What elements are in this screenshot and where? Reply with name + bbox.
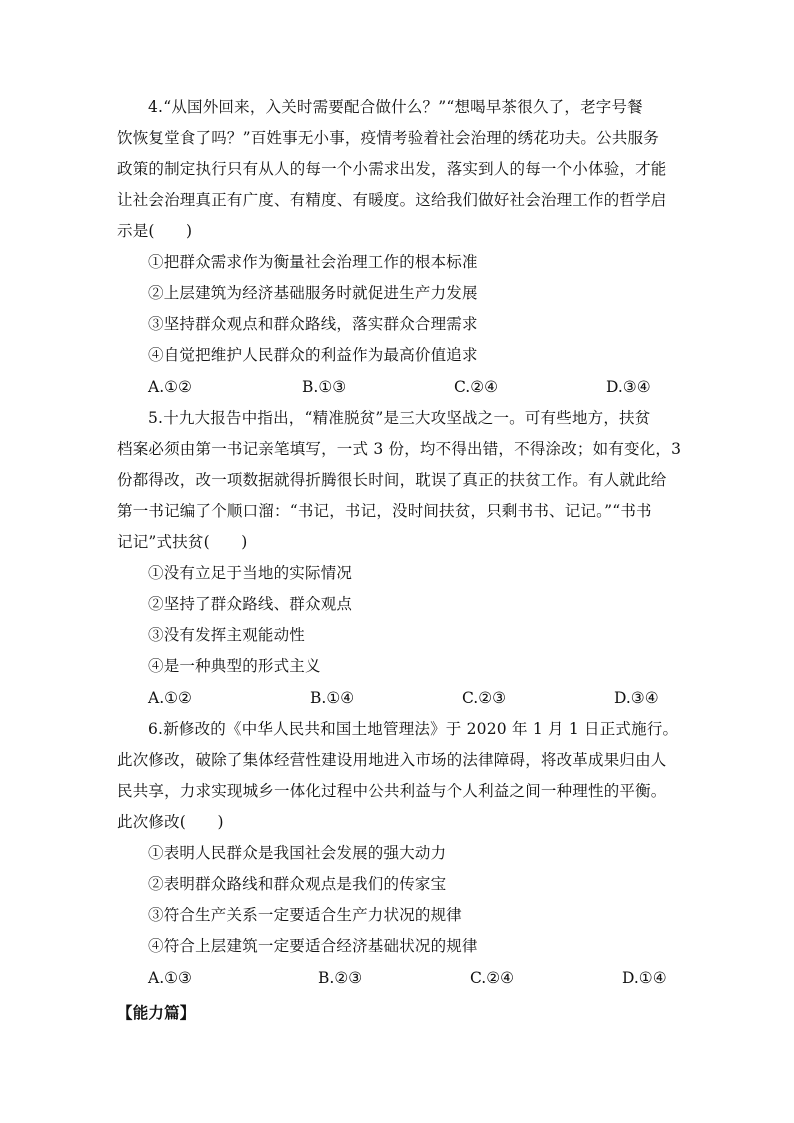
question-6-option-3: ③符合生产关系一定要适合生产力状况的规律 xyxy=(148,906,463,924)
question-6-choice-c: C.②④ xyxy=(470,969,515,987)
question-6-choice-b: B.②③ xyxy=(318,969,363,987)
question-4-option-4: ④自觉把维护人民群众的利益作为最高价值追求 xyxy=(148,346,478,364)
question-4-option-3: ③坚持群众观点和群众路线，落实群众合理需求 xyxy=(148,315,478,333)
question-4-option-1: ①把群众需求作为衡量社会治理工作的根本标准 xyxy=(148,253,478,271)
question-5-choice-a: A.①② xyxy=(148,689,192,707)
question-5-line-2: 档案必须由第一书记亲笔填写，一式 3 份，均不得出错，不得涂改；如有变化，3 xyxy=(117,440,682,458)
question-4-line-5: 示是( ) xyxy=(117,222,193,240)
question-4-line-4: 让社会治理真正有广度、有精度、有暖度。这给我们做好社会治理工作的哲学启 xyxy=(117,191,667,209)
question-4-line-2: 饮恢复堂食了吗？”百姓事无小事，疫情考验着社会治理的绣花功夫。公共服务 xyxy=(117,129,659,147)
question-4-option-2: ②上层建筑为经济基础服务时就促进生产力发展 xyxy=(148,284,478,302)
question-4-choice-a: A.①② xyxy=(148,378,192,396)
question-6-line-1: 6.新修改的《中华人民共和国土地管理法》于 2020 年 1 月 1 日正式施行。 xyxy=(148,720,679,738)
question-6-line-3: 民共享，力求实现城乡一体化过程中公共利益与个人利益之间一种理性的平衡。 xyxy=(117,782,667,800)
question-4-line-1: 4.“从国外回来，入关时需要配合做什么？”“想喝早茶很久了，老字号餐 xyxy=(148,98,643,116)
question-6-line-4: 此次修改( ) xyxy=(117,813,224,831)
question-5-option-2: ②坚持了群众路线、群众观点 xyxy=(148,595,353,613)
question-5-line-4: 第一书记编了个顺口溜：“书记，书记，没时间扶贫，只剩书书、记记。”“书书 xyxy=(117,502,652,520)
question-4-line-3: 政策的制定执行只有从人的每一个小需求出发，落实到人的每一个小体验，才能 xyxy=(117,160,667,178)
question-6-option-2: ②表明群众路线和群众观点是我们的传家宝 xyxy=(148,875,447,893)
question-4-choice-c: C.②④ xyxy=(454,378,499,396)
question-5-line-1: 5.十九大报告中指出，“精准脱贫”是三大攻坚战之一。可有些地方，扶贫 xyxy=(148,409,651,427)
question-5-line-3: 份都得改，改一项数据就得折腾很长时间，耽误了真正的扶贫工作。有人就此给 xyxy=(117,471,667,489)
section-heading: 【能力篇】 xyxy=(117,1003,196,1022)
question-6-line-2: 此次修改，破除了集体经营性建设用地进入市场的法律障碍，将改革成果归由人 xyxy=(117,751,667,769)
question-6-option-1: ①表明人民群众是我国社会发展的强大动力 xyxy=(148,844,447,862)
question-6-choice-d: D.①④ xyxy=(622,969,667,987)
question-5-option-1: ①没有立足于当地的实际情况 xyxy=(148,564,353,582)
question-4-choice-d: D.③④ xyxy=(606,378,651,396)
question-5-choice-c: C.②③ xyxy=(462,689,507,707)
question-5-choice-b: B.①④ xyxy=(310,689,355,707)
question-5-choice-d: D.③④ xyxy=(614,689,659,707)
question-6-option-4: ④符合上层建筑一定要适合经济基础状况的规律 xyxy=(148,937,478,955)
question-5-option-3: ③没有发挥主观能动性 xyxy=(148,626,306,644)
question-5-line-5: 记记”式扶贫( ) xyxy=(117,533,248,551)
question-5-option-4: ④是一种典型的形式主义 xyxy=(148,657,321,675)
question-4-choice-b: B.①③ xyxy=(302,378,347,396)
question-6-choice-a: A.①③ xyxy=(148,969,192,987)
